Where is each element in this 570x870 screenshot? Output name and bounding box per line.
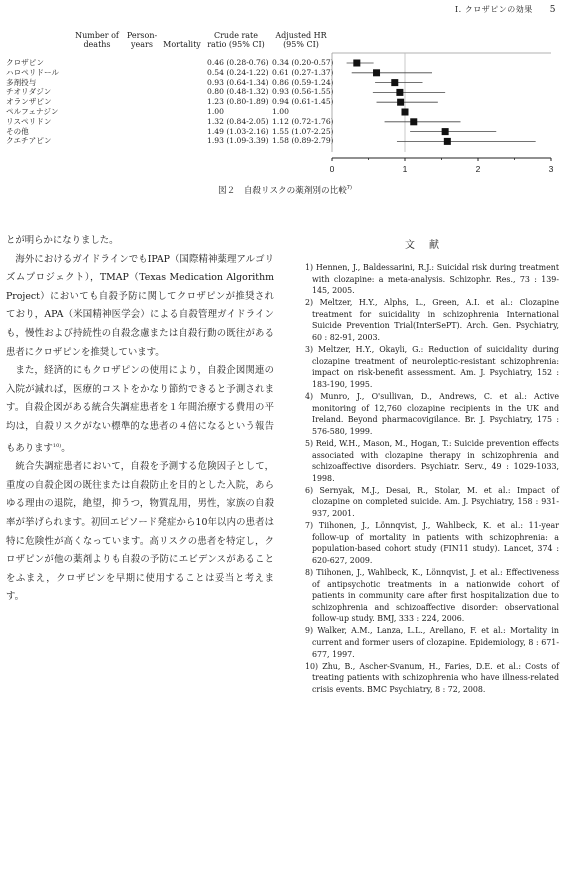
adjusted-hr-value: 1.00 — [272, 107, 289, 116]
reference-item — [305, 520, 559, 566]
body-paragraph-3 — [6, 362, 274, 458]
reference-item — [305, 567, 559, 625]
reference-item — [305, 438, 559, 484]
hr-point — [410, 118, 417, 125]
adjusted-hr-value: 1.55 (1.07-2.25) — [272, 126, 334, 136]
hr-point — [353, 60, 360, 67]
col-header-person-line2: years — [131, 40, 153, 49]
drug-name: クエチアピン — [6, 136, 52, 146]
body-paragraph-2: 海外におけるガイドラインでもIPAP（国際精神薬理アルゴリズムプロジェクト），TMAP（Texas Medication Algorithm Project）においても自殺予防に関してクロザピンが推奨されており，APA（米国精神医学会）による自殺管理ガイドラインも，慢性および持続性の自殺念慮または自殺行動の既往がある患者にクロザピンを推奨しています。 — [6, 253, 274, 358]
crude-ratio-value: 0.80 (0.48-1.32) — [207, 87, 269, 97]
reference-text: Sernyak, M.J., Desai, R., Stolar, M. et al.: Impact of clozapine on completed suicide. Am. J. Psychiatry, 158 : 931-937, 2001. — [312, 485, 559, 518]
adjusted-hr-value: 1.58 (0.89-2.79) — [272, 136, 334, 146]
hr-point — [397, 99, 404, 106]
body-paragraph-4: 統合失調症患者において，自殺を予測する危険因子として，重度の自殺企図の既往または自殺防止を目的とした入院，あらゆる理由の退院，絶望，抑うつ，物質乱用，男性，家族の自殺率が挙げられます。初回エピソード発症から10年以内の患者は特に危険性が高くなっています。高リスクの患者を特定し，クロザピンが他の薬剤よりも自殺の予防にエビデンスがあることをふまえ，クロザピンを早期に使用することは妥当と考えます。 — [6, 461, 274, 603]
reference-item — [305, 297, 559, 343]
col-header-deaths-line1: Number of — [75, 31, 119, 40]
col-header-person-line1: Person- — [126, 31, 158, 40]
hr-point — [373, 69, 380, 76]
col-header-deaths-line2: deaths — [83, 40, 111, 49]
x-tick-label: 3 — [548, 164, 554, 174]
reference-text: Reid, W.H., Mason, M., Hogan, T.: Suicide prevention effects associated with clozapine therapy in schizophrenia and schizoaffective disorders. Psychiatr. Serv., 49 : 1029-1033, 1998. — [312, 438, 559, 483]
references-title: 文献 — [405, 240, 453, 251]
drug-name: ハロペリドール — [6, 67, 60, 77]
reference-number: 2) — [305, 298, 314, 308]
col-header-crude-line1: Crude rate — [213, 31, 259, 40]
x-tick-label: 2 — [475, 164, 481, 174]
reference-number: 9) — [305, 626, 314, 636]
col-header-adjusted-line1: Adjusted HR — [275, 31, 327, 40]
reference-item — [305, 391, 559, 437]
drug-name: リスペリドン — [6, 116, 52, 126]
figure-caption-ref: 7) — [346, 185, 352, 192]
reference-text: Hennen, J., Baldessarini, R.J.: Suicidal risk during treatment with clozapine: a meta-analysis. Schizophr. Res., 73 : 139-145, 2005. — [312, 263, 559, 296]
forest-plot-figure — [0, 0, 570, 200]
adjusted-hr-value: 0.94 (0.61-1.45) — [272, 97, 334, 107]
hr-point — [402, 109, 409, 116]
reference-text: Munro, J., O'sullivan, D., Andrews, C. et al.: Active monitoring of 12,760 clozapine recipients in the UK and Ireland. Beyond pharmacovigilance. Br. J. Psychiatry, 175 : 576-580, 1999. — [312, 392, 559, 436]
col-header-adjusted-line2: (95% CI) — [283, 40, 319, 49]
reference-text: Tiihonen, J., Lönnqvist, J., Wahlbeck, K. et al.: 11-year follow-up of mortality in patients with schizophrenia: a population-based cohort study (FIN11 study). Lancet, 374 : 620-627, 2009. — [312, 521, 559, 565]
adjusted-hr-value: 0.86 (0.59-1.24) — [272, 77, 334, 87]
reference-item — [305, 661, 559, 696]
references-list — [305, 262, 559, 696]
drug-name: その他 — [6, 126, 29, 136]
crude-ratio-value: 1.00 — [207, 107, 224, 116]
reference-number: 5) — [305, 438, 314, 448]
reference-text: Tiihonen, J., Wahlbeck, K., Lönnqvist, J. et al.: Effectiveness of antipsychotic treatments in a nationwide cohort of patients in community care after first hospitalization due to schizophrenia and schizoaffective disorder: observational follow-up study. BMJ, 333 : 224, 2006. — [312, 567, 560, 624]
reference-item — [305, 262, 559, 297]
body-text-column — [6, 232, 274, 607]
reference-number: 6) — [305, 485, 314, 495]
forest-plot-chart — [0, 0, 570, 180]
drug-name: クロザピン — [6, 58, 44, 67]
reference-number: 8) — [305, 567, 314, 577]
reference-number: 4) — [305, 392, 314, 402]
reference-item — [305, 485, 559, 520]
adjusted-hr-value: 1.12 (0.72-1.76) — [272, 116, 334, 126]
hr-point — [396, 89, 403, 96]
reference-text: Meltzer, H.Y., Okayli, G.: Reduction of suicidality during clozapine treatment of neuroleptic-resistant schizophrenia: impact on risk-benefit assessment. Am. J. Psychiatry, 152 : 183-190, 1995. — [312, 345, 559, 389]
running-title: Ⅰ. クロザピンの効果 — [454, 5, 533, 14]
crude-ratio-value: 0.93 (0.64-1.34) — [207, 77, 269, 87]
page-number: 5 — [549, 5, 556, 15]
reference-text: Walker, A.M., Lanza, L.L., Arellano, F. et al.: Mortality in current and former users of clozapine. Epidemiology, 8 : 671-677, 1997. — [312, 626, 559, 659]
drug-name: ペルフェナジン — [6, 107, 59, 116]
col-header-crude-line2: ratio (95% CI) — [207, 40, 265, 49]
figure-caption-text: 図２ 自殺リスクの薬剤別の比較 — [218, 186, 347, 196]
drug-name: チオリダジン — [6, 87, 52, 97]
hr-point — [444, 138, 451, 145]
crude-ratio-value: 0.54 (0.24-1.22) — [207, 67, 269, 77]
reference-text: Zhu, B., Ascher-Svanum, H., Faries, D.E. et al.: Costs of treating patients with schizophrenia who have illness-related crisis events. BMC Psychiatry, 8 : 72, 2008. — [312, 661, 559, 694]
reference-number: 7) — [305, 521, 314, 531]
reference-number: 3) — [305, 345, 314, 355]
reference-number: 1) — [305, 263, 314, 272]
hr-point — [391, 79, 398, 86]
crude-ratio-value: 1.32 (0.84-2.05) — [207, 116, 269, 126]
adjusted-hr-value: 0.61 (0.27-1.37) — [272, 67, 334, 77]
figure-caption — [0, 184, 570, 196]
adjusted-hr-value: 0.34 (0.20-0.57) — [272, 58, 334, 67]
crude-ratio-value: 1.23 (0.80-1.89) — [207, 97, 269, 107]
drug-name: 多剤投与 — [6, 77, 37, 87]
crude-ratio-value: 0.46 (0.28-0.76) — [207, 58, 269, 67]
adjusted-hr-value: 0.93 (0.56-1.55) — [272, 87, 334, 97]
hr-point — [442, 128, 449, 135]
body-paragraph-3-ref: 10) — [52, 442, 62, 449]
body-paragraph-1: とが明らかになりました。 — [6, 235, 119, 246]
col-header-mortality-line1: Mortality — [163, 40, 201, 49]
x-tick-label: 1 — [402, 164, 408, 174]
reference-item — [305, 625, 559, 660]
body-paragraph-3-text: また，経済的にもクロザピンの使用により，自殺企図関連の入院が減れば，医療的コストをかなり節約できると予測されます。自殺企図がある統合失調症患者を１年間治療する費用の平均は，自殺リスクがない標準的な患者の４倍になるという報告もあります — [6, 365, 274, 454]
x-tick-label: 0 — [329, 164, 335, 174]
reference-number: 10) — [305, 661, 319, 671]
crude-ratio-value: 1.93 (1.09-3.39) — [207, 136, 269, 146]
crude-ratio-value: 1.49 (1.03-2.16) — [207, 126, 269, 136]
reference-text: Meltzer, H.Y., Alphs, L., Green, A.I. et al.: Clozapine treatment for suicidality in schizophrenia International Suicide Prevention Trial(InterSePT). Arch. Gen. Psychiatry, 60 : 82-91, 2003. — [312, 298, 559, 343]
reference-item — [305, 344, 559, 390]
body-paragraph-3-end: 。 — [61, 442, 71, 454]
drug-name: オランザピン — [6, 97, 52, 107]
